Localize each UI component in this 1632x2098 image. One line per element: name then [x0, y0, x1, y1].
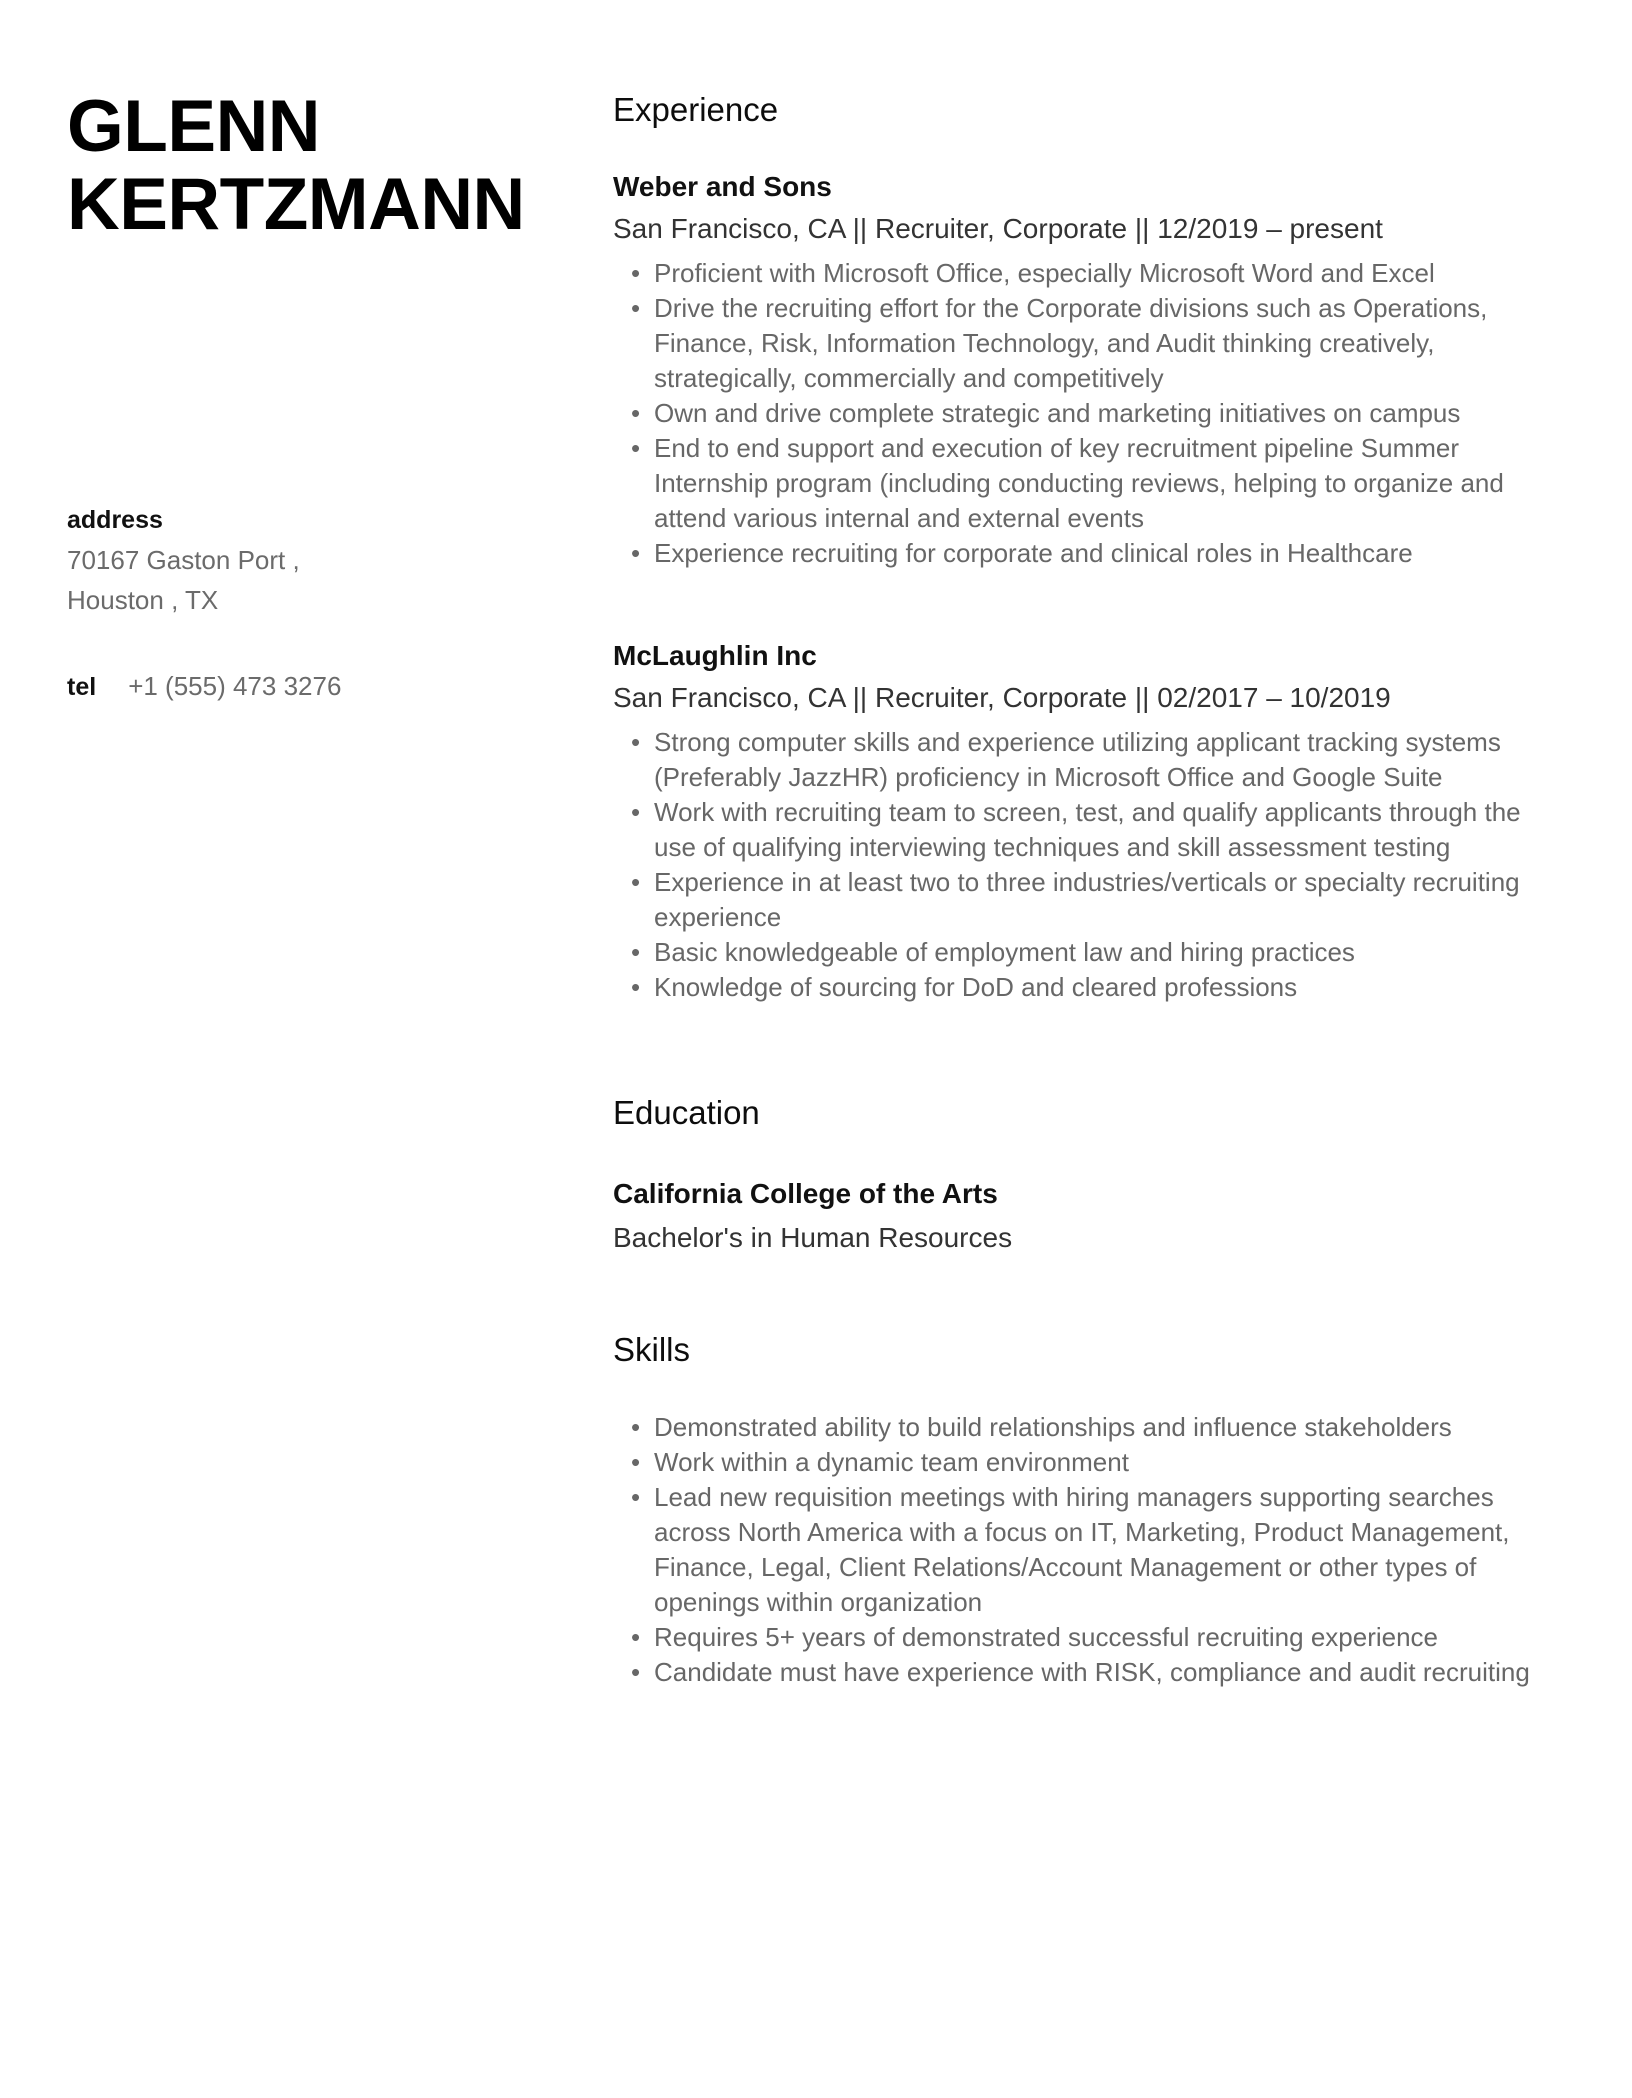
job-bullet-item: • End to end support and execution of key recruitment pipeline Summer Internship program (including conducting reviews, helping to organize and attend various internal and external events: [613, 431, 1565, 536]
tel-block: [67, 666, 613, 707]
job-bullet-item: • Basic knowledgeable of employment law and hiring practices: [613, 935, 1565, 970]
experience-section: [613, 90, 1565, 1005]
job-bullet-item: • Experience in at least two to three industries/verticals or specialty recruiting experience: [613, 865, 1565, 935]
skills-heading: Skills: [613, 1331, 691, 1368]
experience-heading: Experience: [613, 91, 779, 128]
address-line-1: 70167 Gaston Port ,: [67, 545, 300, 575]
job-entry: [613, 168, 1565, 571]
job-entry: [613, 637, 1565, 1005]
skill-bullet-item: • Demonstrated ability to build relationships and influence stakeholders: [613, 1410, 1565, 1445]
person-name: GLENN KERTZMANN: [67, 86, 525, 245]
degree-name: Bachelor's in Human Resources: [613, 1222, 1013, 1253]
address-label: address: [67, 506, 163, 534]
skill-bullet-item: • Candidate must have experience with RISK, compliance and audit recruiting: [613, 1655, 1565, 1690]
job-bullet-item: • Strong computer skills and experience utilizing applicant tracking systems (Preferably JazzHR) proficiency in Microsoft Office and Google Suite: [613, 725, 1565, 795]
job-company-name: McLaughlin Inc: [613, 640, 817, 671]
education-section: [613, 1093, 1565, 1256]
education-heading: Education: [613, 1094, 760, 1131]
job-meta-line: San Francisco, CA || Recruiter, Corporate || 12/2019 – present: [613, 213, 1383, 244]
job-bullet-list: [613, 725, 1565, 1005]
tel-value: +1 (555) 473 3276: [128, 671, 342, 701]
job-meta-line: San Francisco, CA || Recruiter, Corporate || 02/2017 – 10/2019: [613, 682, 1391, 713]
skill-bullet-item: • Requires 5+ years of demonstrated successful recruiting experience: [613, 1620, 1565, 1655]
skills-section: [613, 1330, 1565, 1690]
skills-bullet-list: [613, 1410, 1565, 1690]
skill-bullet-item: • Work within a dynamic team environment: [613, 1445, 1565, 1480]
job-bullet-item: • Proficient with Microsoft Office, especially Microsoft Word and Excel: [613, 256, 1565, 291]
job-bullet-list: [613, 256, 1565, 571]
address-line-2: Houston , TX: [67, 585, 219, 615]
skill-bullet-item: • Lead new requisition meetings with hiring managers supporting searches across North America with a focus on IT, Marketing, Product Management, Finance, Legal, Client Relations/Account Management or other types of openings within organization: [613, 1480, 1565, 1620]
school-name: California College of the Arts: [613, 1178, 998, 1209]
address-block: [67, 500, 613, 620]
job-bullet-item: • Experience recruiting for corporate and clinical roles in Healthcare: [613, 536, 1565, 571]
job-bullet-item: • Work with recruiting team to screen, test, and qualify applicants through the use of qualifying interviewing techniques and skill assessment testing: [613, 795, 1565, 865]
job-bullet-item: • Knowledge of sourcing for DoD and cleared professions: [613, 970, 1565, 1005]
tel-label: tel: [67, 673, 97, 701]
job-bullet-item: • Own and drive complete strategic and marketing initiatives on campus: [613, 396, 1565, 431]
job-company-name: Weber and Sons: [613, 171, 832, 202]
job-bullet-item: • Drive the recruiting effort for the Corporate divisions such as Operations, Finance, Risk, Information Technology, and Audit thinking creatively, strategically, commercially and competitively: [613, 291, 1565, 396]
left-column: [67, 88, 613, 2098]
right-column: [613, 88, 1565, 2098]
